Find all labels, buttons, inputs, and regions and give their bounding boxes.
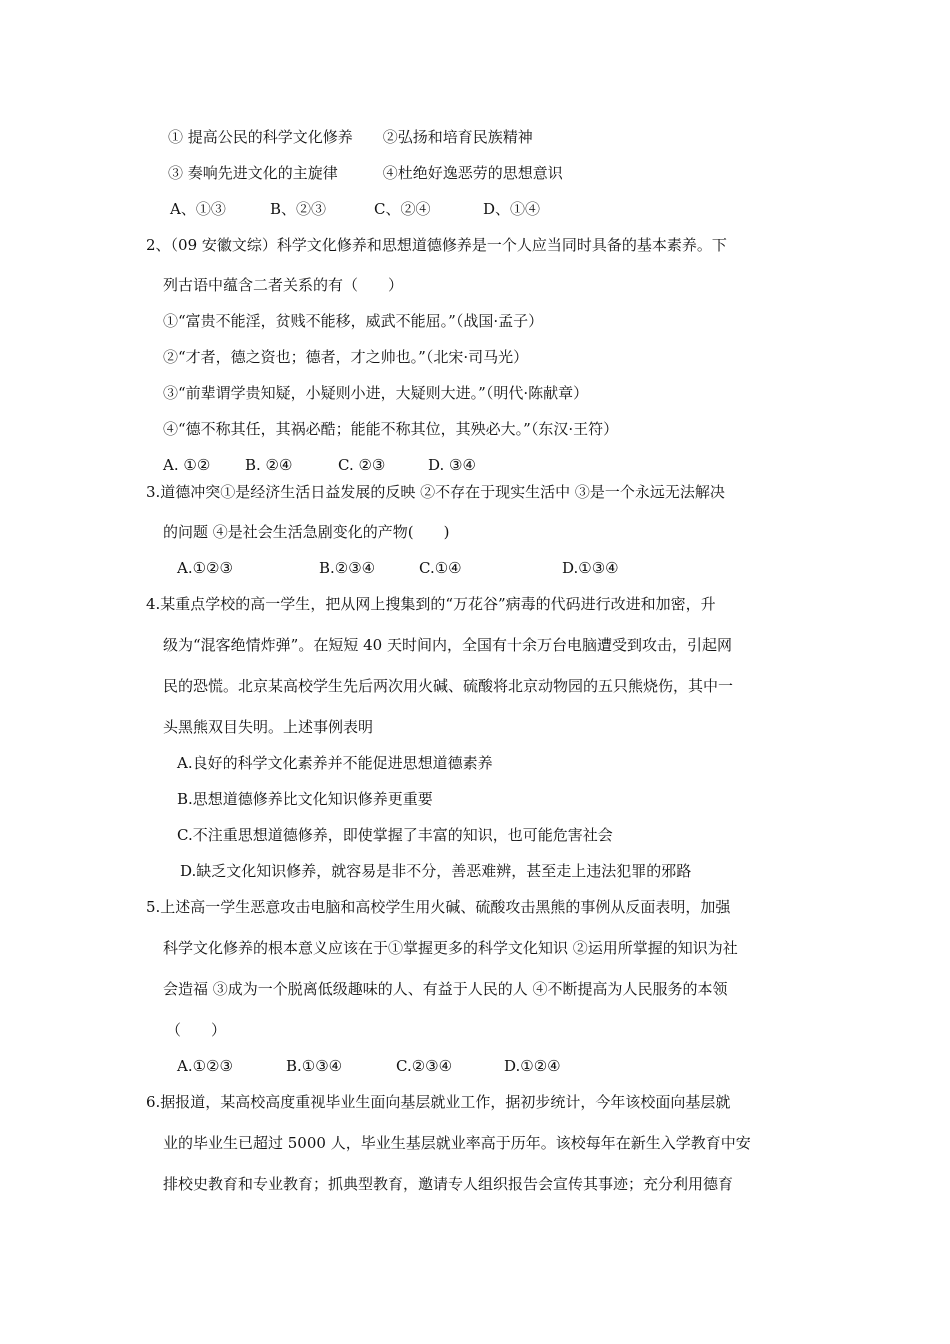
q5-stem-line-2: 科学文化修养的根本意义应该在于①掌握更多的科学文化知识 ②运用所掌握的知识为社	[163, 939, 738, 957]
q4-stem-line-4: 头黑熊双目失明。上述事例表明	[163, 718, 374, 736]
q5-stem-line-1: 5.上述高一学生恶意攻击电脑和高校学生用火碱、硫酸攻击黑熊的事例从反面表明，加强	[146, 898, 731, 916]
q5-option-a: A.①②③	[177, 1057, 233, 1075]
q4-option-c: C.不注重思想道德修养，即使掌握了丰富的知识，也可能危害社会	[177, 826, 613, 844]
q5-answer-bracket: （ ）	[166, 1021, 227, 1039]
q4-option-a: A.良好的科学文化素养并不能促进思想道德素养	[177, 754, 493, 772]
q5-option-b: B.①③④	[286, 1057, 343, 1075]
q2-option-c: C. ②③	[338, 456, 386, 474]
q1-option-b: B、②③	[270, 200, 327, 218]
q4-stem-line-2: 级为“混客绝情炸弹”。在短短 40 天时间内，全国有十余万台电脑遭受到攻击，引起网	[163, 636, 732, 654]
q2-option-a: A. ①②	[163, 456, 211, 474]
q3-option-b: B.②③④	[319, 559, 376, 577]
q2-option-b: B. ②④	[245, 456, 293, 474]
q6-stem-line-2: 业的毕业生已超过 5000 人，毕业生基层就业率高于历年。该校每年在新生入学教育中安	[163, 1134, 751, 1152]
q5-stem-line-3: 会造福 ③成为一个脱离低级趣味的人、有益于人民的人 ④不断提高为人民服务的本领	[163, 980, 728, 998]
q3-stem-line-1: 3.道德冲突①是经济生活日益发展的反映 ②不存在于现实生活中 ③是一个永远无法解决	[146, 483, 725, 501]
q4-option-b: B.思想道德修养比文化知识修养更重要	[177, 790, 433, 808]
q3-option-a: A.①②③	[177, 559, 233, 577]
q4-stem-line-1: 4.某重点学校的高一学生，把从网上搜集到的“万花谷”病毒的代码进行改进和加密，升	[146, 595, 716, 613]
q3-option-c: C.①④	[419, 559, 462, 577]
q2-stem-line-2: 列古语中蕴含二者关系的有（ ）	[163, 276, 404, 294]
q2-item-2: ②“才者，德之资也；德者，才之帅也。”（北宋·司马光）	[163, 348, 529, 366]
q4-stem-line-3: 民的恐慌。北京某高校学生先后两次用火碱、硫酸将北京动物园的五只熊烧伤，其中一	[163, 677, 734, 695]
q5-option-d: D.①②④	[504, 1057, 561, 1075]
q1-option-a: A、①③	[170, 200, 226, 218]
q2-item-3: ③“前辈谓学贵知疑，小疑则小进，大疑则大进。”（明代·陈献章）	[163, 384, 589, 402]
q6-stem-line-1: 6.据报道，某高校高度重视毕业生面向基层就业工作，据初步统计，今年该校面向基层就	[146, 1093, 731, 1111]
q2-option-d: D. ③④	[428, 456, 476, 474]
q5-option-c: C.②③④	[396, 1057, 453, 1075]
q4-option-d: D.缺乏文化知识修养，就容易是非不分，善恶难辨，甚至走上违法犯罪的邪路	[180, 862, 692, 880]
q6-stem-line-3: 排校史教育和专业教育；抓典型教育，邀请专人组织报告会宣传其事迹；充分利用德育	[163, 1175, 734, 1193]
q2-stem-line-1: 2、（09 安徽文综）科学文化修养和思想道德修养是一个人应当同时具备的基本素养。下	[146, 236, 727, 254]
q1-choice-line-2: ③ 奏响先进文化的主旋律 ④杜绝好逸恶劳的思想意识	[168, 164, 563, 182]
q3-option-d: D.①③④	[562, 559, 619, 577]
q3-stem-line-2: 的问题 ④是社会生活急剧变化的产物( )	[163, 523, 450, 541]
q1-option-d: D、①④	[483, 200, 541, 218]
q1-option-c: C、②④	[374, 200, 431, 218]
q2-item-4: ④“德不称其任，其祸必酷；能能不称其位，其殃必大。”（东汉·王符）	[163, 420, 619, 438]
q1-choice-line-1: ① 提高公民的科学文化修养 ②弘扬和培育民族精神	[168, 128, 533, 146]
q2-item-1: ①“富贵不能淫，贫贱不能移，威武不能屈。”（战国·孟子）	[163, 312, 544, 330]
